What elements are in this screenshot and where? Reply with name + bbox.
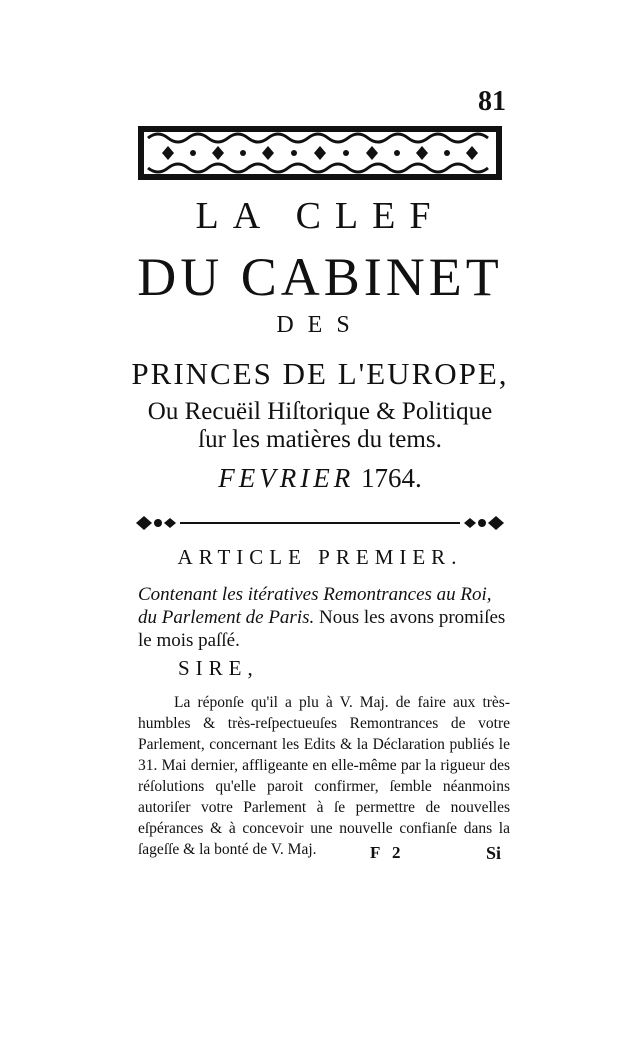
ornamental-rule [132,510,508,536]
article-intro [138,583,508,652]
intro-italic: Contenant les itératives Remontrances au Roi, du Parlement de Paris. [138,584,492,628]
title-line-1: LA CLEF [195,195,445,237]
salutation: SIRE, [178,656,259,680]
issue-year: 1764. [360,463,422,493]
article-heading: ARTICLE PREMIER. [177,545,463,569]
issue-month: FEVRIER [218,463,355,493]
title-line-4: PRINCES DE L'EUROPE, [131,356,509,391]
intro-roman: Nous les avons promiſes le mois paſſé. [138,607,506,651]
catchword: Si [486,843,502,863]
subtitle-line-2: ſur les matières du tems. [198,426,442,453]
issue-date [0,463,640,494]
title-line-3: DES [276,312,364,338]
body-text: La réponſe qu'il a plu à V. Maj. de faire aux très-humbles & très-reſpectueuſes Remontrances de votre Parlement, concernant les Edits & la Déclaration publiés le 31. Mai dernier, affligeante en elle-même par la rigueur des réſolutions qu'elle paroit confirmer, ſemble néanmoins autoriſer votre Parlement à ſe permettre de nouvelles eſpérances & à concevoir une nouvelle confianſe dans la ſageſſe & la bonté de V. Maj. [138,694,510,858]
ornamental-headpiece [138,124,502,182]
subtitle-line-1: Ou Recuëil Hiſtorique & Politique [147,398,493,425]
title-line-2: DU CABINET [137,247,503,307]
page-number: 81 [478,86,506,117]
body-paragraph [138,692,510,860]
signature-mark: F 2 [370,843,405,862]
